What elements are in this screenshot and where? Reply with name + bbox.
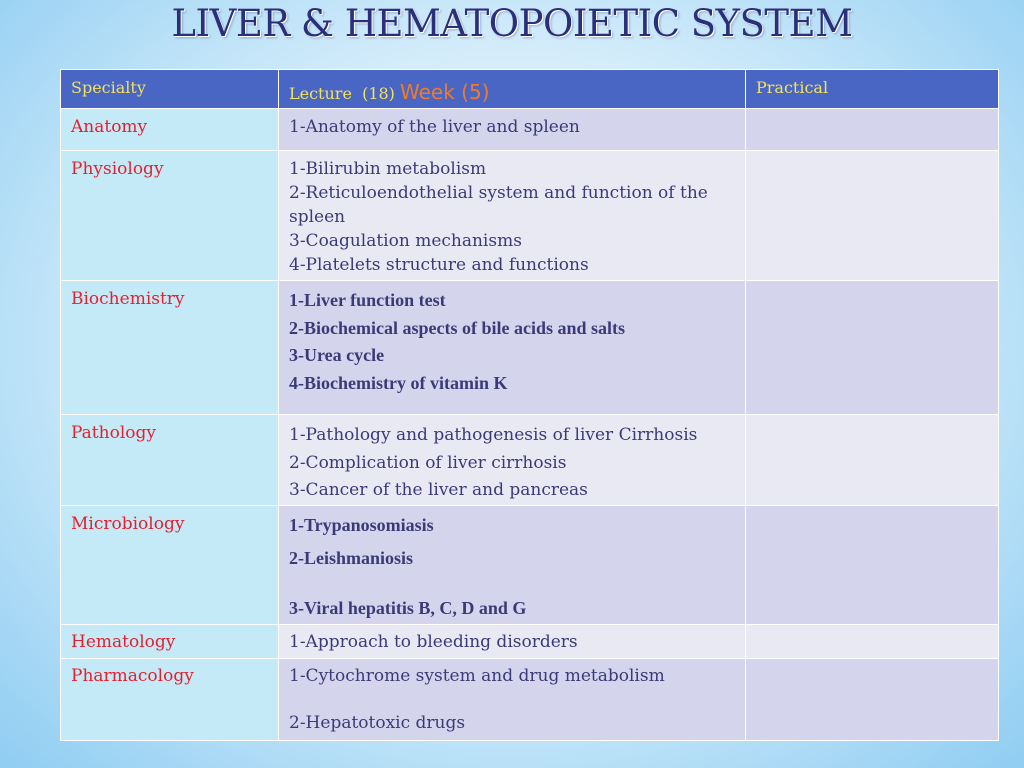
specialty-cell: Pharmacology [61, 659, 279, 741]
lecture-item: 3-Urea cycle [289, 345, 385, 365]
lecture-cell [279, 659, 746, 741]
specialty-cell: Pathology [61, 415, 279, 506]
table-row [61, 659, 999, 741]
lecture-item: 2-Biochemical aspects of bile acids and salts [289, 317, 625, 338]
lecture-item: 1-Anatomy of the liver and spleen [289, 117, 580, 137]
lecture-item: 2-Reticuloendothelial system and function of the spleen [289, 183, 708, 227]
table-row [61, 109, 999, 151]
lecture-item: 4-Platelets structure and functions [289, 255, 589, 275]
specialty-cell: Hematology [61, 625, 279, 659]
lecture-cell [279, 506, 746, 625]
lecture-cell [279, 625, 746, 659]
header-lecture [279, 70, 746, 109]
lecture-item: 3-Coagulation mechanisms [289, 231, 522, 251]
lecture-item: 2-Hepatotoxic drugs [289, 713, 466, 733]
lecture-item: 2-Complication of liver cirrhosis [289, 452, 567, 473]
specialty-cell: Microbiology [61, 506, 279, 625]
lecture-item: 1-Liver function test [289, 290, 446, 310]
practical-cell [746, 506, 999, 625]
table-row [61, 281, 999, 415]
lecture-label: Lecture [289, 84, 352, 103]
header-practical: Practical [746, 70, 999, 109]
lecture-cell [279, 415, 746, 506]
lecture-cell [279, 281, 746, 415]
practical-cell [746, 109, 999, 151]
table-row [61, 151, 999, 281]
table-row [61, 415, 999, 506]
lecture-item: 1-Pathology and pathogenesis of liver Cirrhosis [289, 425, 698, 445]
lecture-item: 1-Cytochrome system and drug metabolism [289, 666, 665, 686]
specialty-cell: Anatomy [61, 109, 279, 151]
lecture-count: (18) [362, 84, 395, 103]
week-label: Week (5) [400, 80, 490, 104]
lecture-item: 3-Cancer of the liver and pancreas [289, 480, 588, 500]
header-specialty: Specialty [61, 70, 279, 109]
lecture-item: 1-Approach to bleeding disorders [289, 632, 578, 652]
practical-cell [746, 151, 999, 281]
schedule-table [60, 69, 999, 741]
page-title: LIVER & HEMATOPOIETIC SYSTEM [171, 2, 853, 45]
lecture-cell [279, 109, 746, 151]
practical-cell [746, 415, 999, 506]
lecture-item: 1-Trypanosomiasis [289, 515, 434, 535]
header-row [61, 70, 999, 109]
table-row [61, 506, 999, 625]
practical-cell [746, 281, 999, 415]
lecture-item: 3-Viral hepatitis B, C, D and G [289, 598, 527, 618]
lecture-item: 2-Leishmaniosis [289, 548, 414, 568]
practical-cell [746, 625, 999, 659]
specialty-cell: Physiology [61, 151, 279, 281]
lecture-item: 4-Biochemistry of vitamin K [289, 372, 508, 393]
lecture-item: 1-Bilirubin metabolism [289, 159, 487, 179]
specialty-cell: Biochemistry [61, 281, 279, 415]
table-row [61, 625, 999, 659]
lecture-cell [279, 151, 746, 281]
practical-cell [746, 659, 999, 741]
